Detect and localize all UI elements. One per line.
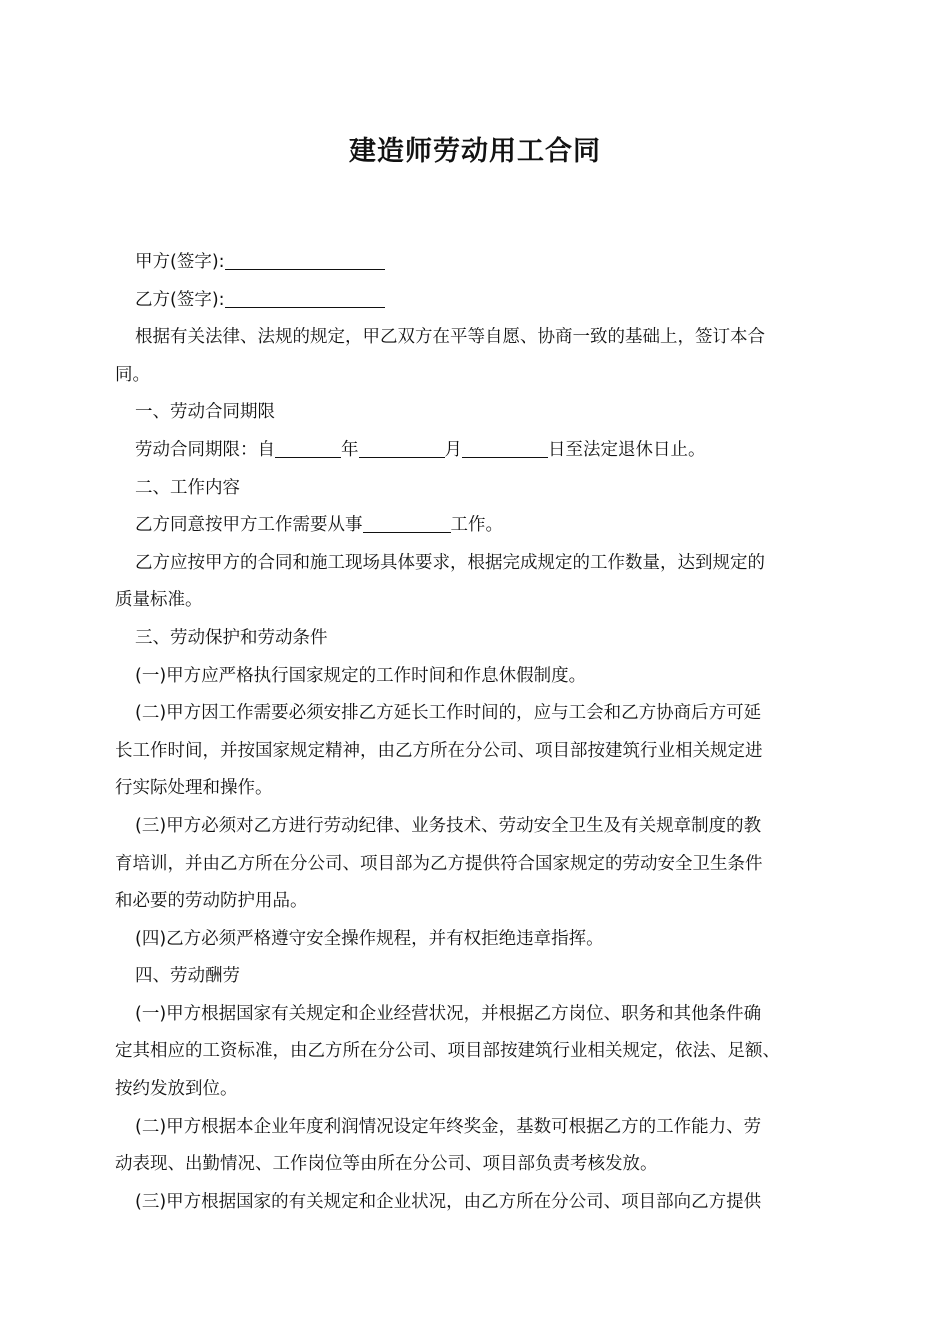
- section-3-item-4: (四)乙方必须严格遵守安全操作规程，并有权拒绝违章指挥。: [135, 928, 604, 949]
- section-4-item-2-line-1: (二)甲方根据本企业年度利润情况设定年终奖金，基数可根据乙方的工作能力、劳: [135, 1116, 762, 1137]
- party-b-signature-blank[interactable]: [225, 287, 385, 308]
- section-3-item-2-line-2: 长工作时间，并按国家规定精神，由乙方所在分公司、项目部按建筑行业相关规定进: [115, 740, 763, 761]
- section-3-item-3-line-1: (三)甲方必须对乙方进行劳动纪律、业务技术、劳动安全卫生及有关规章制度的教: [135, 815, 762, 836]
- party-a-label: 甲方(签字):: [135, 252, 225, 272]
- term-month-label: 月: [444, 439, 462, 460]
- intro-line-1: 根据有关法律、法规的规定，甲乙双方在平等自愿、协商一致的基础上，签订本合: [135, 327, 765, 348]
- section-3-item-3-line-2: 育培训，并由乙方所在分公司、项目部为乙方提供符合国家规定的劳动安全卫生条件: [115, 853, 763, 874]
- contract-term-line: [115, 432, 835, 470]
- work-requirement-line-2: 质量标准。: [115, 590, 203, 611]
- section-3-item-2-line-3: 行实际处理和操作。: [115, 778, 273, 799]
- term-suffix: 日至法定退休日止。: [548, 439, 706, 460]
- party-b-label: 乙方(签字):: [135, 289, 225, 310]
- work-agree-line: [115, 507, 835, 545]
- section-3-item-2-line-1: (二)甲方因工作需要必须安排乙方延长工作时间的，应与工会和乙方协商后方可延: [135, 703, 762, 724]
- document-body: [115, 244, 835, 1221]
- section-4-heading: 四、劳动酬劳: [135, 966, 240, 987]
- section-3-item-1: (一)甲方应严格执行国家规定的工作时间和作息休假制度。: [135, 665, 587, 686]
- term-day-blank[interactable]: [462, 437, 548, 458]
- section-3-heading: 三、劳动保护和劳动条件: [135, 627, 328, 648]
- work-agree-prefix: 乙方同意按甲方工作需要从事: [135, 515, 363, 536]
- section-1-heading: 一、劳动合同期限: [135, 402, 275, 423]
- intro-line-2: 同。: [115, 364, 150, 385]
- section-4-item-1-line-2: 定其相应的工资标准，由乙方所在分公司、项目部按建筑行业相关规定，依法、足额、: [115, 1041, 780, 1062]
- section-3-item-3-line-3: 和必要的劳动防护用品。: [115, 891, 308, 912]
- work-agree-suffix: 工作。: [450, 515, 503, 536]
- party-a-signature-line: [115, 244, 835, 282]
- section-2-heading: 二、工作内容: [135, 477, 240, 498]
- section-4-item-3-line-1: (三)甲方根据国家的有关规定和企业状况，由乙方所在分公司、项目部向乙方提供: [135, 1191, 762, 1212]
- section-4-item-2-line-2: 动表现、出勤情况、工作岗位等由所在分公司、项目部负责考核发放。: [115, 1154, 658, 1175]
- term-prefix: 劳动合同期限：自: [135, 439, 275, 460]
- party-a-signature-blank[interactable]: [225, 249, 385, 270]
- term-month-blank[interactable]: [359, 437, 445, 458]
- work-type-blank[interactable]: [363, 512, 451, 533]
- party-b-signature-line: [115, 282, 835, 320]
- work-requirement-line-1: 乙方应按甲方的合同和施工现场具体要求，根据完成规定的工作数量，达到规定的: [135, 552, 765, 573]
- term-year-label: 年: [341, 439, 359, 460]
- document-title: 建造师劳动用工合同: [349, 136, 601, 167]
- term-year-blank[interactable]: [275, 437, 341, 458]
- section-4-item-1-line-3: 按约发放到位。: [115, 1079, 238, 1100]
- section-4-item-1-line-1: (一)甲方根据国家有关规定和企业经营状况，并根据乙方岗位、职务和其他条件确: [135, 1003, 762, 1024]
